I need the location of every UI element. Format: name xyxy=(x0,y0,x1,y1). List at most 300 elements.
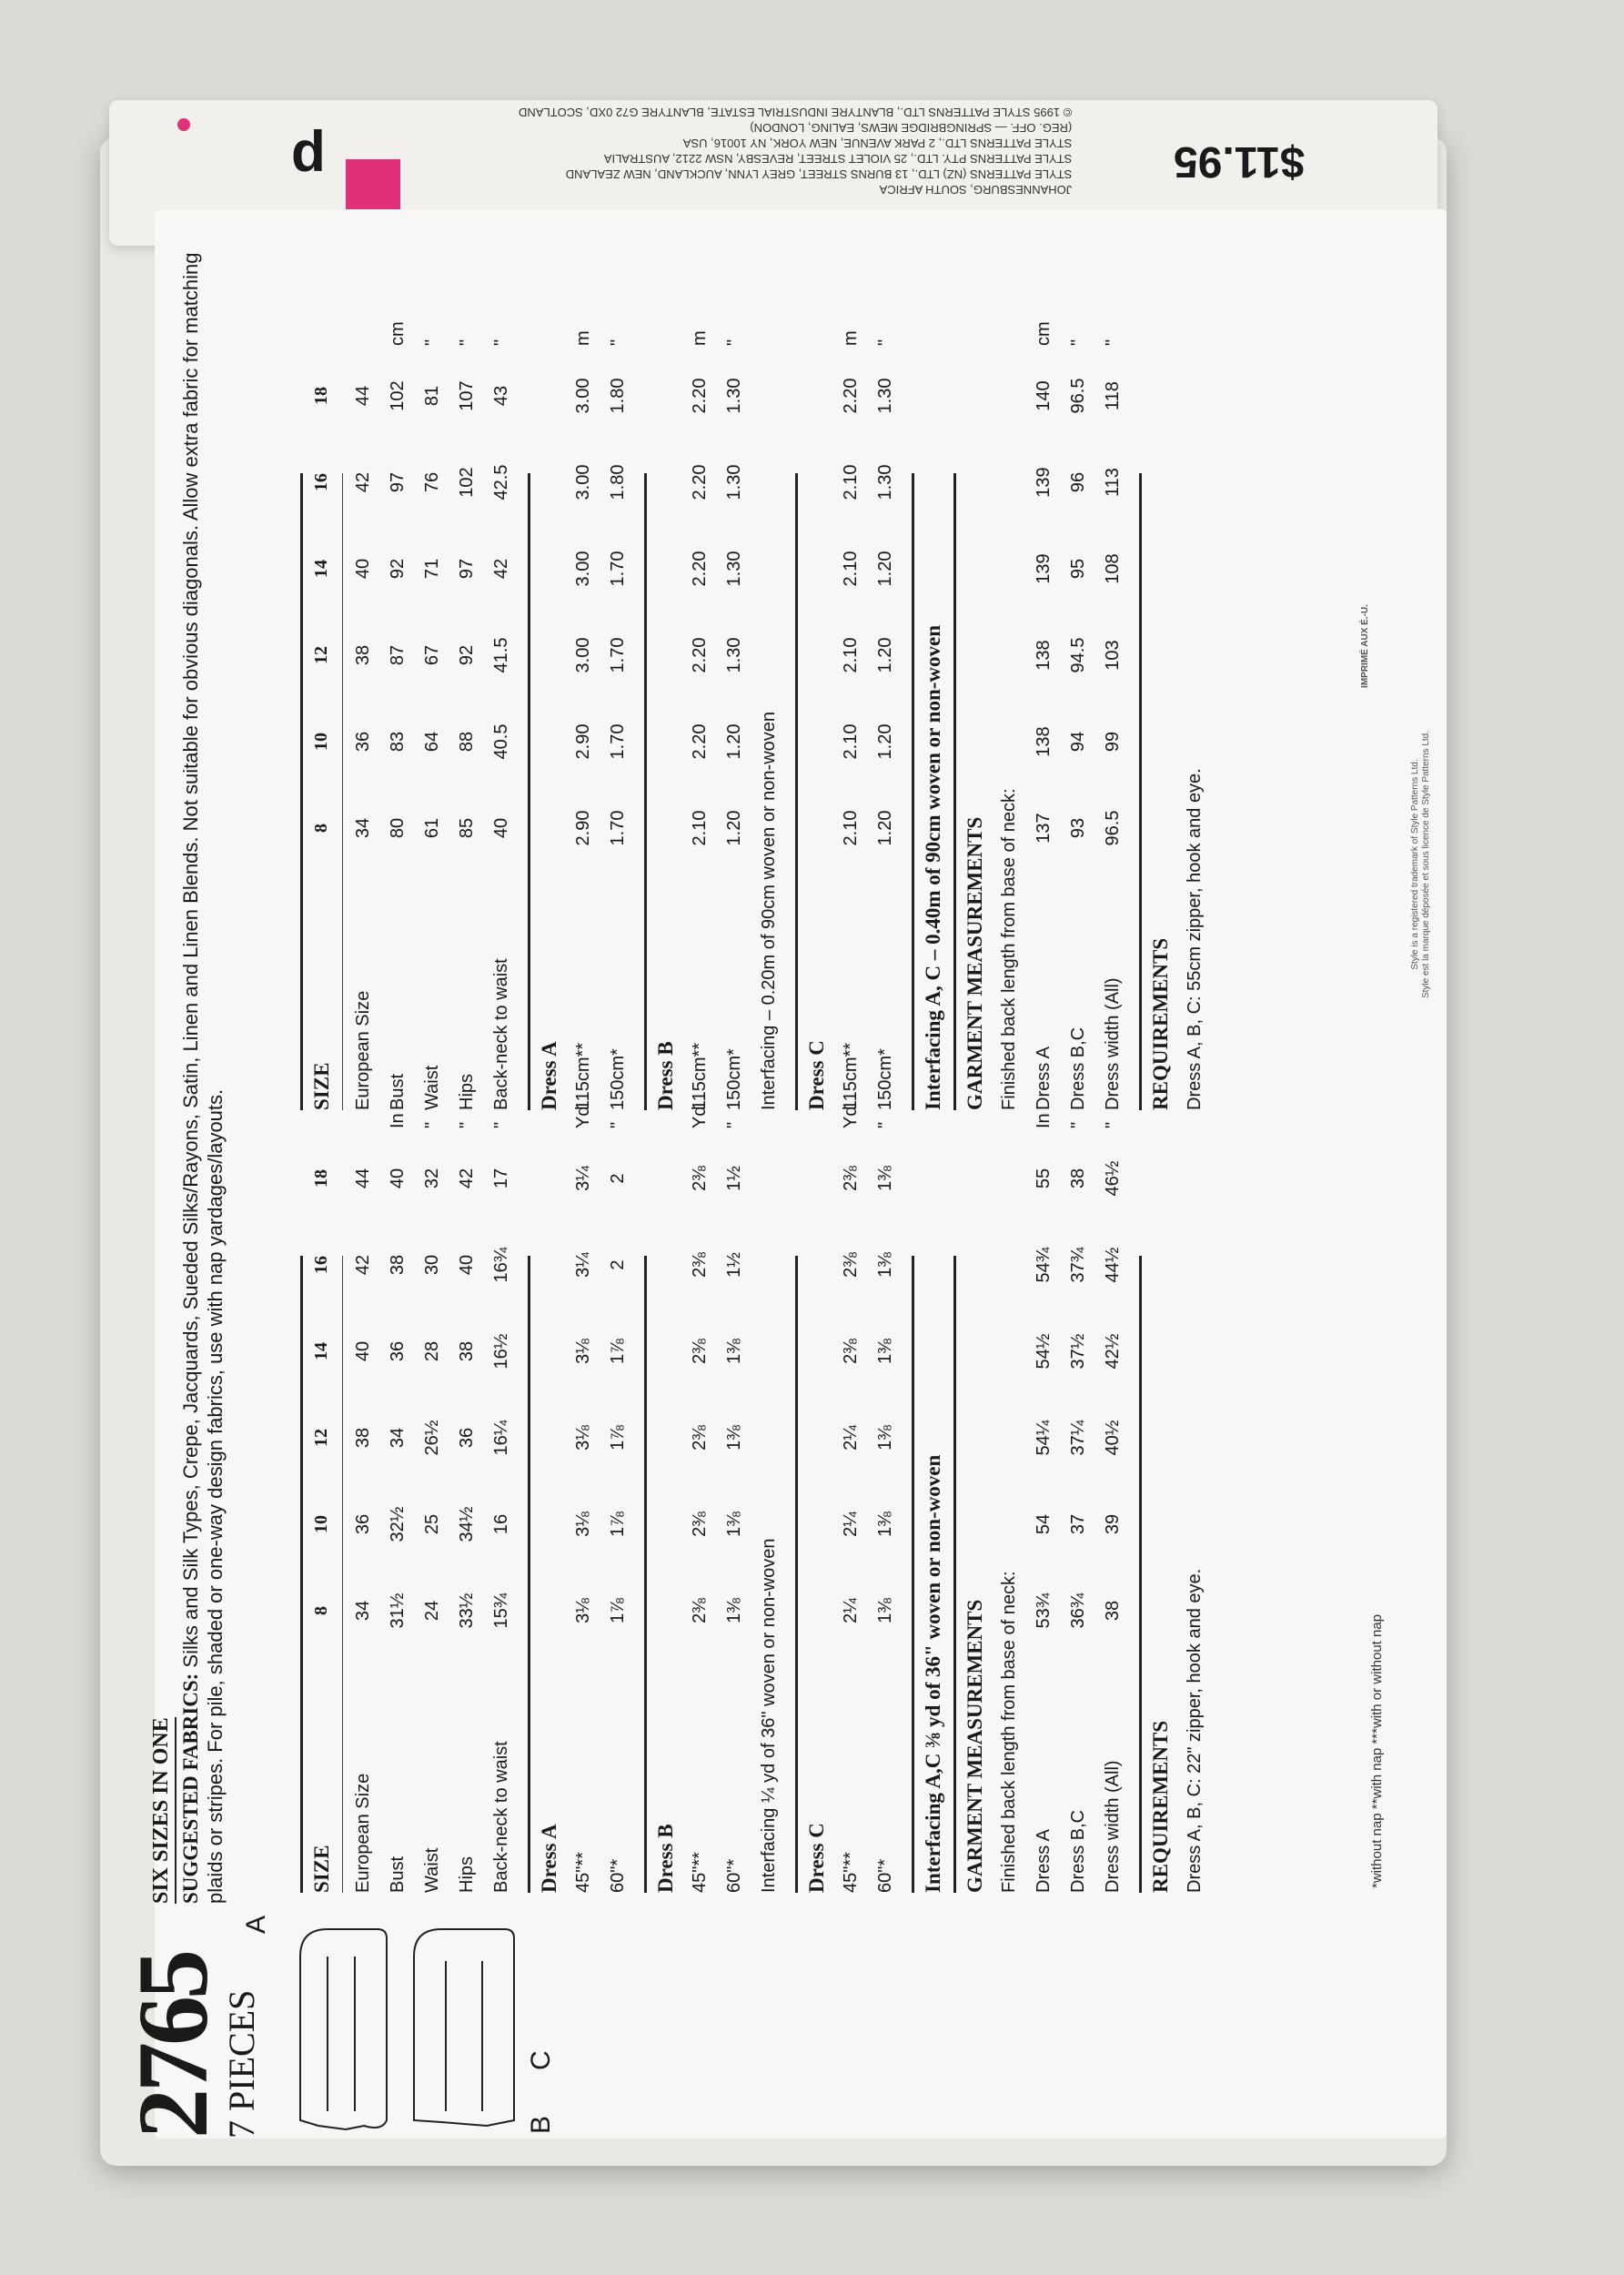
section-rule xyxy=(953,473,956,1110)
cell-value: 32 xyxy=(422,1168,442,1189)
legal-notice xyxy=(1410,682,1432,1046)
pink-mark xyxy=(177,118,190,131)
row-label: Waist xyxy=(422,1065,442,1110)
table-row xyxy=(686,36,714,1110)
view-c-label: C xyxy=(526,2050,556,2070)
cell-value: 92 xyxy=(457,644,477,666)
cell-value: 96 xyxy=(1068,471,1088,493)
row-label: Bust xyxy=(388,1855,408,1893)
cell-value: 107 xyxy=(457,380,477,411)
cell-value: 16½ xyxy=(491,1333,511,1370)
cell-value: 43 xyxy=(491,385,511,407)
cell-value: 12 xyxy=(311,646,331,664)
cell-value: 2⅜ xyxy=(690,1425,710,1451)
cell-value: 108 xyxy=(1103,553,1123,584)
cell-value: 38 xyxy=(1068,1168,1088,1189)
cell-value: 2¼ xyxy=(841,1598,861,1623)
cell-value: 139 xyxy=(1034,553,1054,584)
row-label: 45"** xyxy=(690,1852,710,1893)
cell-value: 76 xyxy=(422,471,442,493)
unit-label: m xyxy=(690,330,710,346)
section-rule xyxy=(795,473,798,1110)
cell-value: 1.30 xyxy=(875,378,895,414)
suggested-fabrics xyxy=(178,248,227,1904)
pieces-count: 7 PIECES xyxy=(221,1989,262,2138)
cell-value: 40 xyxy=(353,558,373,580)
cell-value: 140 xyxy=(1034,380,1054,411)
cell-value: 93 xyxy=(1068,817,1088,839)
table-row xyxy=(1181,36,1209,1110)
address-line: STYLE PATTERNS LTD., 2 PARK AVENUE, NEW YORK, NY 10016, USA xyxy=(682,136,1073,150)
table-row xyxy=(919,36,947,1110)
cell-value: 38 xyxy=(353,644,373,666)
rotated-content xyxy=(117,209,1447,2138)
cell-value: 55 xyxy=(1034,1168,1054,1189)
cell-value: 12 xyxy=(311,1429,331,1447)
unit-label: cm xyxy=(388,321,408,346)
cell-value: 38 xyxy=(457,1340,477,1362)
cell-value: 53¾ xyxy=(1034,1592,1054,1629)
pattern-number: 2765 xyxy=(117,1953,228,2138)
table-row xyxy=(837,36,865,1110)
cell-value: 1½ xyxy=(724,1252,744,1278)
envelope-letter: p xyxy=(291,128,326,191)
cell-value: 67 xyxy=(422,644,442,666)
cell-value: 64 xyxy=(422,731,442,753)
cell-value: 3⅛ xyxy=(573,1512,593,1537)
row-label: Dress A, B, C: 55cm zipper, hook and eye. xyxy=(1185,768,1205,1110)
cell-value: 3⅛ xyxy=(573,1339,593,1364)
cell-value: 1⅞ xyxy=(608,1339,628,1364)
row-label: European Size xyxy=(353,990,373,1110)
cell-value: 103 xyxy=(1103,640,1123,671)
unit-label: " xyxy=(724,339,744,346)
cell-value: 1.30 xyxy=(724,551,744,587)
row-label: 115cm** xyxy=(573,1042,593,1110)
cell-value: 97 xyxy=(457,558,477,580)
cell-value: 44 xyxy=(353,1168,373,1189)
row-label: Dress B xyxy=(654,1041,677,1110)
section-rule xyxy=(1139,1256,1142,1893)
cell-value: 1.20 xyxy=(724,723,744,760)
unit-label: m xyxy=(573,330,593,346)
row-label: REQUIREMENTS xyxy=(1149,1720,1172,1893)
cell-value: 3.00 xyxy=(573,551,593,587)
cell-value: 2¼ xyxy=(841,1512,861,1537)
cell-value: 88 xyxy=(457,731,477,753)
cell-value: 42 xyxy=(353,1254,373,1276)
cell-value: 32½ xyxy=(388,1506,408,1542)
cell-value: 2¼ xyxy=(841,1425,861,1451)
row-label: Dress width (All) xyxy=(1103,977,1123,1110)
cell-value: 92 xyxy=(388,558,408,580)
unit-label: m xyxy=(841,330,861,346)
cell-value: 1.20 xyxy=(875,637,895,673)
cell-value: 40 xyxy=(457,1254,477,1276)
row-label: GARMENT MEASUREMENTS xyxy=(963,816,986,1110)
cell-value: 1⅜ xyxy=(875,1512,895,1537)
cell-value: 2⅜ xyxy=(690,1339,710,1364)
cell-value: 3.00 xyxy=(573,637,593,673)
cell-value: 1.70 xyxy=(608,810,628,846)
row-label: Dress C xyxy=(805,1040,828,1110)
fabrics-label: SUGGESTED FABRICS: xyxy=(179,1673,202,1904)
cell-value: 36 xyxy=(353,1513,373,1535)
row-label: Interfacing A, C – 0.40m of 90cm woven or non-woven xyxy=(922,624,944,1110)
cell-value: 42 xyxy=(491,558,511,580)
cell-value: 1⅞ xyxy=(608,1425,628,1451)
row-label: 150cm* xyxy=(724,1048,744,1110)
cell-value: 54½ xyxy=(1034,1333,1054,1370)
view-b-label: B xyxy=(526,2115,556,2134)
cell-value: 1.30 xyxy=(875,464,895,500)
cell-value: 36 xyxy=(457,1427,477,1449)
cell-value: 2.10 xyxy=(841,637,861,673)
cell-value: 16 xyxy=(311,1256,331,1274)
unit-label: " xyxy=(491,339,511,346)
table-row xyxy=(961,36,989,1110)
cell-value: 34 xyxy=(353,1600,373,1622)
cell-value: 3.00 xyxy=(573,378,593,414)
row-label: Back-neck to waist xyxy=(491,1741,511,1893)
cell-value: 94.5 xyxy=(1068,637,1088,673)
unit-label: " xyxy=(608,339,628,346)
cell-value: 1.20 xyxy=(875,810,895,846)
table-row xyxy=(755,36,783,1110)
cell-value: 18 xyxy=(311,1169,331,1188)
cell-value: 16¾ xyxy=(491,1247,511,1283)
cell-value: 14 xyxy=(311,1342,331,1360)
cell-value: 1.30 xyxy=(724,378,744,414)
cell-value: 83 xyxy=(388,731,408,753)
cell-value: 15¾ xyxy=(491,1592,511,1629)
cell-value: 34 xyxy=(353,817,373,839)
table-row xyxy=(308,36,336,1110)
cell-value: 81 xyxy=(422,385,442,407)
cell-value: 37¾ xyxy=(1068,1247,1088,1283)
unit-label: " xyxy=(457,339,477,346)
cell-value: 10 xyxy=(311,1515,331,1533)
cell-value: 3⅛ xyxy=(573,1598,593,1623)
cell-value: 54¾ xyxy=(1034,1247,1054,1283)
cell-value: 40 xyxy=(491,817,511,839)
cell-value: 8 xyxy=(311,824,331,833)
cell-value: 46½ xyxy=(1103,1160,1123,1197)
row-label: Finished back length from base of neck: xyxy=(999,1571,1019,1893)
cell-value: 3¼ xyxy=(573,1166,593,1191)
cell-value: 31½ xyxy=(388,1592,408,1629)
cell-value: 54 xyxy=(1034,1513,1054,1535)
table-row xyxy=(570,36,598,1110)
unit-label: " xyxy=(422,339,442,346)
cell-value: 28 xyxy=(422,1340,442,1362)
cell-value: 54¼ xyxy=(1034,1420,1054,1456)
cell-value: 137 xyxy=(1034,813,1054,844)
cell-value: 1⅜ xyxy=(724,1425,744,1451)
table-row xyxy=(1099,36,1127,1110)
cell-value: 1⅜ xyxy=(875,1166,895,1191)
table-row xyxy=(651,36,680,1110)
cell-value: 85 xyxy=(457,817,477,839)
cell-value: 41.5 xyxy=(491,637,511,673)
unit-label: " xyxy=(875,1121,895,1128)
section-rule xyxy=(300,473,303,1110)
unit-label: " xyxy=(875,339,895,346)
cell-value: 2.10 xyxy=(841,810,861,846)
row-label: Dress A xyxy=(1034,1828,1054,1893)
cell-value: 34 xyxy=(388,1427,408,1449)
unit-label: Yd xyxy=(841,1106,861,1128)
price-label: $11.95 xyxy=(1174,137,1306,186)
table-row xyxy=(872,36,900,1110)
row-label: Hips xyxy=(457,1073,477,1110)
cell-value: 3¼ xyxy=(573,1252,593,1278)
row-label: SIZE xyxy=(310,1845,333,1893)
cell-value: 18 xyxy=(311,387,331,405)
dress-bc-sketch xyxy=(414,1929,514,2126)
cell-value: 2.10 xyxy=(841,464,861,500)
cell-value: 96.5 xyxy=(1068,378,1088,414)
cell-value: 102 xyxy=(388,380,408,411)
cell-value: 1⅞ xyxy=(608,1512,628,1537)
cell-value: 1.70 xyxy=(608,723,628,760)
cell-value: 1⅞ xyxy=(608,1598,628,1623)
unit-label: In xyxy=(388,1113,408,1128)
row-label: Finished back length from base of neck: xyxy=(999,788,1019,1110)
dress-sketches xyxy=(291,1920,528,2138)
cell-value: 10 xyxy=(311,733,331,751)
cell-value: 36 xyxy=(353,731,373,753)
section-rule xyxy=(644,473,647,1110)
unit-label: " xyxy=(422,1121,442,1128)
row-label: 150cm* xyxy=(608,1048,628,1110)
row-label: Dress B xyxy=(654,1824,677,1893)
table-row xyxy=(488,36,516,1110)
row-label: Dress A xyxy=(538,1041,560,1110)
cell-value: 40½ xyxy=(1103,1420,1123,1456)
cell-value: 16¼ xyxy=(491,1420,511,1456)
section-rule xyxy=(528,473,530,1110)
cell-value: 2⅜ xyxy=(841,1252,861,1278)
cell-value: 138 xyxy=(1034,726,1054,757)
cell-value: 34½ xyxy=(457,1506,477,1542)
cell-value: 1.70 xyxy=(608,637,628,673)
cell-value: 38 xyxy=(353,1427,373,1449)
unit-label: " xyxy=(1103,339,1123,346)
legal-trademark-en: Style is a registered trademark of Style Patterns Ltd. xyxy=(1410,759,1420,970)
cell-value: 94 xyxy=(1068,731,1088,753)
row-label: Interfacing A,C ⅜ yd of 36" woven or non-woven xyxy=(922,1454,944,1893)
unit-label: " xyxy=(457,1121,477,1128)
cell-value: 2.90 xyxy=(573,723,593,760)
address-line: JOHANNESBURG, SOUTH AFRICA xyxy=(879,183,1073,197)
cell-value: 25 xyxy=(422,1513,442,1535)
cell-value: 3⅛ xyxy=(573,1425,593,1451)
cell-value: 2⅜ xyxy=(690,1512,710,1537)
row-label: 60"* xyxy=(608,1858,628,1893)
cell-value: 8 xyxy=(311,1606,331,1615)
cell-value: 118 xyxy=(1103,381,1123,410)
cell-value: 113 xyxy=(1103,468,1123,497)
row-label: Dress C xyxy=(805,1823,828,1893)
cell-value: 33½ xyxy=(457,1592,477,1629)
cell-value: 2 xyxy=(608,1259,628,1270)
row-label: Dress B,C xyxy=(1068,1809,1088,1893)
row-label: 45"** xyxy=(841,1852,861,1893)
cell-value: 14 xyxy=(311,560,331,578)
cell-value: 17 xyxy=(491,1168,511,1189)
cell-value: 2.90 xyxy=(573,810,593,846)
row-label: 60"* xyxy=(724,1858,744,1893)
row-label: Dress B,C xyxy=(1068,1026,1088,1110)
unit-label: " xyxy=(1068,1121,1088,1128)
cell-value: 2.20 xyxy=(690,464,710,500)
cell-value: 36 xyxy=(388,1340,408,1362)
cell-value: 37¼ xyxy=(1068,1420,1088,1456)
cell-value: 16 xyxy=(491,1513,511,1535)
cell-value: 3.00 xyxy=(573,464,593,500)
cell-value: 1.80 xyxy=(608,464,628,500)
row-label: Dress A xyxy=(1034,1046,1054,1110)
row-label: European Size xyxy=(353,1773,373,1893)
cell-value: 1⅜ xyxy=(875,1598,895,1623)
row-label: Dress A, B, C: 22" zipper, hook and eye. xyxy=(1185,1568,1205,1893)
unit-label: Yd xyxy=(573,1106,593,1128)
cell-value: 61 xyxy=(422,817,442,839)
cell-value: 30 xyxy=(422,1254,442,1276)
cell-value: 1⅜ xyxy=(724,1339,744,1364)
fabrics-text: Silks and Silk Types, Crepe, Jacquards, Sueded Silks/Rayons, Satin, Linen and Linen Blends. Not suitable for obvious diagonals. Allow extra fabric for matching plaids or stripes. For pile, shaded or one-way design fabrics, use with nap yardages/layouts. xyxy=(179,252,227,1904)
cell-value: 1.70 xyxy=(608,551,628,587)
cell-value: 44 xyxy=(353,385,373,407)
section-rule xyxy=(528,1256,530,1893)
row-label: SIZE xyxy=(310,1062,333,1110)
row-label: 150cm* xyxy=(875,1048,895,1110)
cell-value: 2.10 xyxy=(841,723,861,760)
unit-label: " xyxy=(1068,339,1088,346)
cell-value: 97 xyxy=(388,471,408,493)
cell-value: 42½ xyxy=(1103,1333,1123,1370)
unit-label: Yd xyxy=(690,1106,710,1128)
cell-value: 2.20 xyxy=(690,723,710,760)
table-row xyxy=(604,36,632,1110)
cell-value: 16 xyxy=(311,473,331,491)
row-label: Waist xyxy=(422,1847,442,1893)
cell-value: 2.20 xyxy=(690,378,710,414)
section-rule xyxy=(953,1256,956,1893)
unit-label: " xyxy=(608,1121,628,1128)
unit-label: cm xyxy=(1034,321,1054,346)
cell-value: 2 xyxy=(608,1173,628,1184)
cell-value: 1⅜ xyxy=(724,1512,744,1537)
row-label: Interfacing – 0.20m of 90cm woven or non-woven xyxy=(759,711,779,1110)
row-label: Back-neck to waist xyxy=(491,958,511,1110)
table-row xyxy=(453,36,481,1110)
printed-in-usa: IMPRIMÉ AUX É.-U. xyxy=(1360,604,1370,688)
cell-value: 24 xyxy=(422,1600,442,1622)
cell-value: 138 xyxy=(1034,640,1054,671)
cell-value: 99 xyxy=(1103,731,1123,753)
row-label: Bust xyxy=(388,1073,408,1110)
row-label: 115cm** xyxy=(841,1042,861,1110)
cell-value: 1.30 xyxy=(724,464,744,500)
cell-value: 1⅜ xyxy=(724,1598,744,1623)
cell-value: 139 xyxy=(1034,467,1054,498)
section-rule xyxy=(300,1256,303,1893)
cell-value: 95 xyxy=(1068,558,1088,580)
cell-value: 1⅜ xyxy=(875,1339,895,1364)
section-rule xyxy=(342,473,343,1110)
dress-a-sketch xyxy=(300,1929,387,2129)
legal-trademark-fr: Style est la marque déposée et sous licence de Style Patterns Ltd. xyxy=(1421,730,1431,999)
table-row xyxy=(384,36,412,1110)
table-row xyxy=(1146,36,1175,1110)
cell-value: 44½ xyxy=(1103,1247,1123,1283)
table-row xyxy=(349,36,378,1110)
footnote: *without nap **with nap ***with or without nap xyxy=(1369,1613,1385,1888)
cell-value: 2⅜ xyxy=(690,1166,710,1191)
cell-value: 37 xyxy=(1068,1513,1088,1535)
cell-value: 42 xyxy=(457,1168,477,1189)
row-label: Interfacing ¼ yd of 36" woven or non-woven xyxy=(759,1538,779,1893)
cell-value: 102 xyxy=(457,467,477,498)
cell-value: 36¾ xyxy=(1068,1592,1088,1629)
cell-value: 2.20 xyxy=(841,378,861,414)
cell-value: 2⅜ xyxy=(841,1339,861,1364)
cell-value: 1.20 xyxy=(875,723,895,760)
row-label: 45"** xyxy=(573,1852,593,1893)
section-rule xyxy=(644,1256,647,1893)
address-line: STYLE PATTERNS PTY. LTD., 25 VIOLET STREET, REVESBY, NSW 2212, AUSTRALIA xyxy=(603,152,1073,166)
cell-value: 1.20 xyxy=(724,810,744,846)
unit-label: " xyxy=(724,1121,744,1128)
row-label: Dress width (All) xyxy=(1103,1760,1123,1893)
unit-label: " xyxy=(1103,1121,1123,1128)
six-sizes-label: SIX SIZES IN ONE xyxy=(149,1717,173,1904)
section-rule xyxy=(342,1256,343,1893)
view-a-label: A xyxy=(241,1915,271,1934)
cell-value: 2⅜ xyxy=(690,1252,710,1278)
address-line: (REG. OFF. — SPRINGBRIDGE MEWS, EALING, LONDON) xyxy=(750,121,1073,135)
cell-value: 2⅜ xyxy=(841,1166,861,1191)
table-row xyxy=(535,36,563,1110)
cell-value: 38 xyxy=(1103,1600,1123,1622)
cell-value: 42.5 xyxy=(491,464,511,500)
cell-value: 1⅜ xyxy=(875,1252,895,1278)
section-rule xyxy=(912,1256,914,1893)
cell-value: 1½ xyxy=(724,1166,744,1191)
cell-value: 1.30 xyxy=(724,637,744,673)
unit-label: " xyxy=(491,1121,511,1128)
cell-value: 1.20 xyxy=(875,551,895,587)
cell-value: 40 xyxy=(353,1340,373,1362)
cell-value: 40.5 xyxy=(491,723,511,760)
section-rule xyxy=(1139,473,1142,1110)
table-row xyxy=(802,36,831,1110)
cell-value: 1.80 xyxy=(608,378,628,414)
row-label: Dress A xyxy=(538,1824,560,1893)
cell-value: 40 xyxy=(388,1168,408,1189)
table-row xyxy=(1030,36,1058,1110)
section-rule xyxy=(795,1256,798,1893)
cell-value: 2.20 xyxy=(690,637,710,673)
cell-value: 2.20 xyxy=(690,551,710,587)
cell-value: 38 xyxy=(388,1254,408,1276)
table-row xyxy=(419,36,447,1110)
table-row xyxy=(1064,36,1093,1110)
row-label: REQUIREMENTS xyxy=(1149,937,1172,1110)
cell-value: 39 xyxy=(1103,1513,1123,1535)
